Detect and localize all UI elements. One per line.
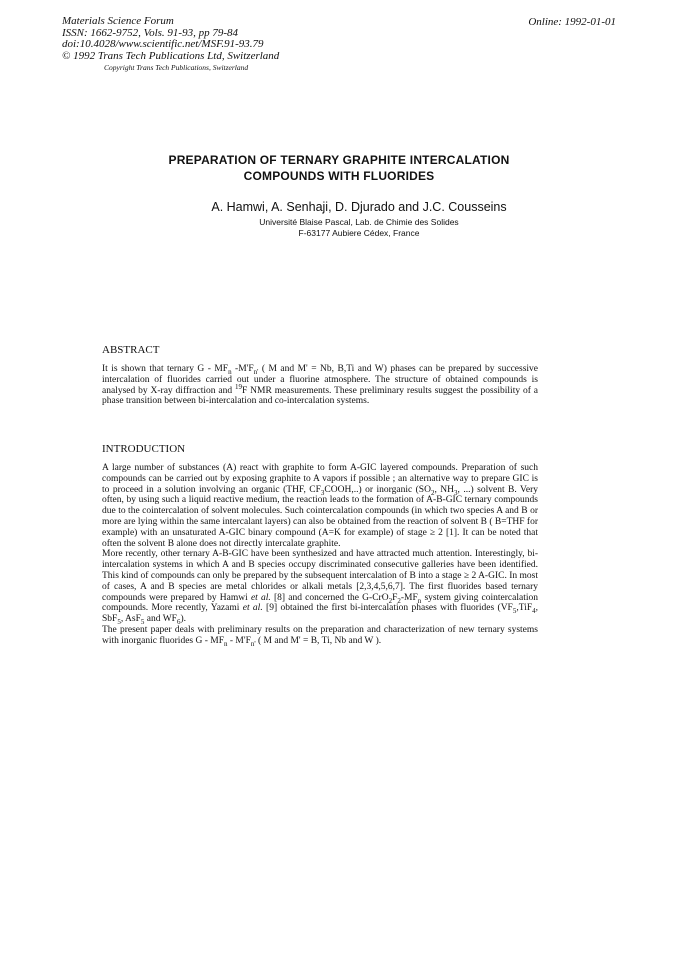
abstract-part: ( M and M' = Nb, B,Ti and W) phases can be prepared by successive intercalation of fluorides carried out under a fluorine atmosphere. The structure of obtained compounds is analysed by X-ray diffraction and (102, 364, 539, 396)
intro-sub: 2 (430, 488, 435, 497)
abstract-part: It is shown that ternary G - MF (102, 364, 229, 374)
introduction-heading: INTRODUCTION (102, 443, 186, 455)
copyright-small-line: Copyright Trans Tech Publications, Switzerland (104, 63, 249, 72)
intro-sub: 2 (397, 596, 401, 605)
paper-title (0, 153, 678, 184)
introduction-text (102, 463, 538, 647)
affiliation-line-2: F-63177 Aubiere Cédex, France (298, 228, 420, 238)
intro-sub: n (417, 596, 422, 605)
intro-part: , NH (434, 484, 455, 495)
intro-sub: 5 (140, 618, 145, 627)
journal-header (62, 16, 279, 74)
intro-part: and WF (144, 614, 177, 625)
intro-part: F (392, 592, 398, 603)
intro-part: More recently, other ternary A-B-GIC have been synthesized and have attracted much attention. Interestingly, bi-intercalation systems in which A and B species occupy discriminated consecutive galleries have been identified. This kind of compounds can only be prepared by the subsequent intercalation of B into a stage ≥ 2 A-GIC. In most of cases, A and B species are metal chlorides or alkali metals [2,3,4,5,6,7]. The first fluorides based ternary compounds were prepared by Hamwi (102, 549, 538, 603)
intro-part: [9] obtained the first bi-intercalation phases with fluorides (VF (262, 603, 513, 614)
intro-sub: 5 (512, 607, 517, 616)
intro-part: system giving cointercalation compounds. More recently, Yazami (102, 592, 538, 614)
title-line-2: COMPOUNDS WITH FLUORIDES (243, 168, 435, 183)
intro-sub: 2 (388, 596, 393, 605)
intro-sub: 4 (532, 607, 536, 616)
intro-sub: 5 (117, 618, 121, 627)
intro-part: [8] and concerned the G-CrO (270, 592, 389, 603)
intro-sub: n' (250, 639, 256, 648)
intro-part: The present paper deals with preliminary results on the preparation and characterization of new ternary systems with inorganic fluorides G - MF (102, 624, 538, 646)
intro-part: , ...) solvent B. Very often, by using such a liquid reactive medium, the reaction leads to the formation of A-B-GIC ternary compounds due to the cointercalation of solvent molecules. Such cointercalation compounds (in which two species A and B or more are lying within the same intercalant layers) can also be obtained from the reaction of solvent B ( B=THF for example) with an unsaturated A-GIC binary compound (A=K for example) of stage ≥ 2 [1]. It can be noted that often the solvent B alone does not directly intercalate graphite. (102, 484, 538, 549)
intro-part: ( M and M' = B, Ti, Nb and W ). (255, 635, 382, 646)
abstract-sup: 19 (234, 382, 242, 391)
intro-sub: 3 (454, 488, 458, 497)
doi-line: doi:10.4028/www.scientific.net/MSF.91-93.79 (62, 38, 264, 50)
intro-italic: et al. (250, 592, 271, 603)
intro-paragraph-1 (102, 463, 538, 549)
intro-sub: 6 (176, 618, 181, 627)
affiliation (0, 217, 678, 239)
abstract-text (102, 364, 538, 407)
abstract-sub: n (228, 367, 232, 376)
abstract-part: -M'F (231, 364, 254, 374)
journal-name: Materials Science Forum (62, 15, 174, 27)
affiliation-line-1: Université Blaise Pascal, Lab. de Chimie des Solides (259, 217, 459, 227)
intro-part: , SbF (102, 603, 538, 625)
issn-line: ISSN: 1662-9752, Vols. 91-93, pp 79-84 (62, 26, 238, 39)
intro-part: - M'F (227, 635, 251, 646)
intro-paragraph-2 (102, 549, 538, 625)
copyright-line: © 1992 Trans Tech Publications Ltd, Switzerland (62, 49, 280, 62)
intro-paragraph-3 (102, 625, 538, 647)
intro-part: -MF (400, 592, 418, 603)
title-line-1: PREPARATION OF TERNARY GRAPHITE INTERCALATION (168, 153, 510, 167)
intro-italic: et al. (242, 603, 263, 614)
intro-part: COOH,..) or inorganic (SO (324, 484, 431, 495)
intro-part: , AsF (120, 614, 141, 625)
intro-part: ,TiF (516, 603, 533, 614)
intro-sub: 3 (320, 488, 325, 497)
abstract-part: F NMR measurements. These preliminary results suggest the possibility of a phase transition between bi-intercalation and co-intercalation systems. (102, 385, 538, 407)
authors: A. Hamwi, A. Senhaji, D. Djurado and J.C. Cousseins (211, 200, 507, 214)
abstract-heading: ABSTRACT (102, 344, 160, 356)
abstract-sub: n' (253, 367, 259, 376)
intro-part: ). (180, 614, 186, 625)
intro-sub: n (224, 639, 228, 648)
online-date: Online: 1992-01-01 (528, 16, 616, 28)
intro-part: A large number of substances (A) react with graphite to form A-GIC layered compounds. Preparation of such compounds can be carried out by exposing graphite to A vapors if possible ; an alternative way to prepare GIC is to proceed in a solution involving an organic (THF, CF (102, 463, 538, 495)
